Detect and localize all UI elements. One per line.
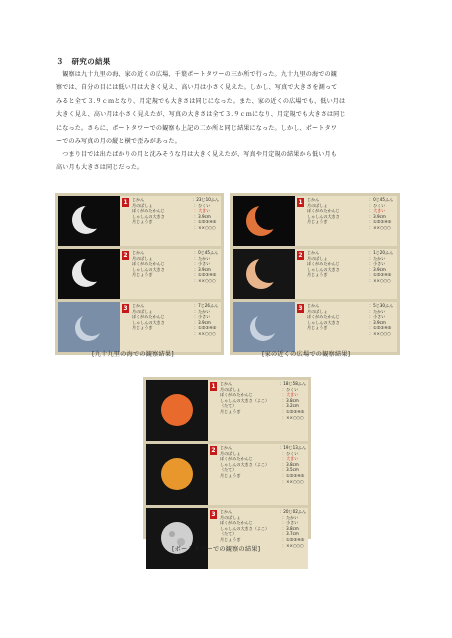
observation-info bbox=[124, 303, 219, 337]
observation-row bbox=[233, 196, 397, 246]
info-value: ：18じ58ふん bbox=[279, 381, 306, 386]
info-key: 月のばしょ bbox=[307, 308, 328, 314]
info-key bbox=[124, 331, 194, 337]
moon-photo bbox=[233, 249, 295, 299]
info-value: ：××○○○ bbox=[194, 224, 216, 230]
info-key: ぼくがみたかんじ bbox=[307, 314, 340, 320]
panel-kujukuri bbox=[55, 193, 224, 355]
info-value: ：たかい bbox=[282, 514, 299, 520]
info-key: じかん bbox=[220, 445, 233, 450]
moon-photo bbox=[58, 302, 120, 352]
observation-row bbox=[146, 444, 308, 505]
info-value: ：①②③④⑤ bbox=[194, 272, 217, 278]
info-key: ぼくがみたかんじ bbox=[132, 208, 165, 214]
info-value: ：23じ10ふん bbox=[192, 197, 219, 202]
paragraph-line: 観察は九十九里の海、家の近くの広場、千葉ポートタワーの三か所で行った。九十九里の海での観 bbox=[56, 71, 337, 78]
paragraph-line: つまり目では出たばかりの月と沈みそうな月は大きく見えたが、写真や月定規の結果から低い月も bbox=[56, 151, 337, 158]
info-value: ：たかい bbox=[369, 308, 386, 314]
observation-number-badge: 2 bbox=[298, 252, 303, 259]
paragraph-line: みると全て３.９ｃｍとなり、月定規でも大きさは同じになった。また、家の近くの広場でも、低い月は bbox=[56, 97, 346, 105]
info-key: ぼくがみたかんじ bbox=[132, 261, 165, 267]
observation-info bbox=[124, 250, 219, 284]
info-value: ：5じ30ふん bbox=[369, 303, 394, 308]
observation-info bbox=[212, 509, 306, 548]
info-key: 月じょうぎ bbox=[220, 536, 241, 542]
info-value: ：0じ45ふん bbox=[194, 250, 219, 255]
info-key: 月のばしょ bbox=[307, 202, 328, 208]
info-key bbox=[212, 415, 282, 421]
info-key bbox=[124, 225, 194, 231]
info-line bbox=[299, 331, 395, 337]
info-key: じかん bbox=[220, 509, 233, 514]
info-key: ぼくがみたかんじ bbox=[132, 314, 165, 320]
info-key: 月のばしょ bbox=[220, 514, 241, 520]
info-key: じかん bbox=[307, 197, 320, 202]
observation-row bbox=[58, 249, 221, 299]
info-value: ：××○○○ bbox=[369, 330, 391, 336]
info-value: ：大きい bbox=[369, 208, 386, 214]
info-value: ：①②③④⑤ bbox=[282, 408, 305, 414]
info-value: ：大きい bbox=[194, 208, 211, 214]
panel-porttower bbox=[143, 377, 311, 548]
info-key: 月のばしょ bbox=[132, 255, 153, 261]
info-key: 月のばしょ bbox=[307, 255, 328, 261]
section-heading: ３ 研究の結果 bbox=[56, 57, 111, 66]
caption-kujukuri: [九十九里の海での観察結果] bbox=[92, 351, 174, 358]
info-value: ：①②③④⑤ bbox=[282, 536, 305, 542]
moon-photo bbox=[58, 196, 120, 246]
info-key: しゃしんの大きさ bbox=[132, 213, 165, 219]
observation-row bbox=[233, 302, 397, 352]
info-value: ：20じ02ふん bbox=[279, 509, 306, 514]
info-value: ：3.9cm bbox=[369, 213, 386, 219]
info-value: ：大きい bbox=[282, 456, 299, 462]
info-key: （たて） bbox=[220, 467, 237, 473]
info-value: ：××○○○ bbox=[194, 330, 216, 336]
info-value: ：××○○○ bbox=[369, 224, 391, 230]
info-key: ぼくがみたかんじ bbox=[220, 456, 253, 462]
info-value: ：ひくい bbox=[282, 386, 299, 392]
info-value: ：たかい bbox=[194, 255, 211, 261]
info-key: 月じょうぎ bbox=[307, 325, 328, 331]
info-value: ：①②③④⑤ bbox=[369, 219, 392, 225]
info-value: ：19じ13ふん bbox=[279, 445, 306, 450]
info-key: 月じょうぎ bbox=[220, 472, 241, 478]
moon-photo bbox=[146, 444, 208, 505]
info-value: ：3.9cm bbox=[194, 319, 211, 325]
observation-number-badge: 2 bbox=[123, 252, 128, 259]
info-key: （たて） bbox=[220, 531, 237, 537]
observation-row bbox=[233, 249, 397, 299]
observation-number-badge: 1 bbox=[298, 199, 303, 206]
info-line bbox=[212, 479, 306, 485]
info-value: ：ひくい bbox=[194, 202, 211, 208]
info-key: じかん bbox=[307, 250, 320, 255]
moon-photo bbox=[233, 196, 295, 246]
info-key: （たて） bbox=[220, 403, 237, 409]
info-value: ：3.9cm bbox=[369, 319, 386, 325]
moon-photo bbox=[146, 380, 208, 441]
paragraph-line: 大きく見え、高い月は小さく見えたが、写真の大きさは全て３.９ｃｍになり、月定規でも大きさは同じ bbox=[56, 111, 346, 119]
moon-photo bbox=[146, 508, 208, 569]
info-key: しゃしんの大きさ（よこ） bbox=[220, 397, 270, 403]
info-value: ：3.7cm bbox=[282, 531, 299, 537]
paragraph-line: 察では、自分の目には低い月は大きく見え、高い月は小さく見えた。しかし、写真で大きさを測って bbox=[56, 84, 338, 92]
info-value: ：小さい bbox=[282, 520, 299, 526]
info-key: じかん bbox=[132, 303, 145, 308]
info-value: ：①②③④⑤ bbox=[194, 219, 217, 225]
info-key: しゃしんの大きさ bbox=[132, 319, 165, 325]
info-value: ：3.8cm bbox=[282, 461, 299, 467]
info-key: 月のばしょ bbox=[220, 386, 241, 392]
info-value: ：××○○○ bbox=[194, 277, 216, 283]
paragraph-line: 高い月も大きさは同じだった。 bbox=[56, 164, 144, 172]
info-value: ：3.8cm bbox=[282, 525, 299, 531]
info-key bbox=[124, 278, 194, 284]
info-value: ：3.9cm bbox=[194, 266, 211, 272]
observation-row bbox=[58, 302, 221, 352]
info-key bbox=[299, 225, 369, 231]
info-key: しゃしんの大きさ（よこ） bbox=[220, 525, 270, 531]
info-line bbox=[299, 278, 395, 284]
moon-photo bbox=[58, 249, 120, 299]
info-key: 月のばしょ bbox=[132, 202, 153, 208]
info-key: しゃしんの大きさ bbox=[307, 266, 340, 272]
observation-info bbox=[212, 445, 306, 484]
info-line bbox=[299, 225, 395, 231]
info-line bbox=[124, 331, 219, 337]
info-key: 月じょうぎ bbox=[132, 272, 153, 278]
observation-number-badge: 2 bbox=[211, 447, 216, 454]
caption-hiroba: [家の近くの広場での観察結果] bbox=[262, 351, 351, 358]
info-value: ：0じ45ふん bbox=[369, 197, 394, 202]
panel-hiroba bbox=[230, 193, 400, 355]
info-value: ：①②③④⑤ bbox=[282, 472, 305, 478]
info-key: ぼくがみたかんじ bbox=[307, 261, 340, 267]
info-value: ：××○○○ bbox=[282, 478, 304, 484]
info-value: ：3.9cm bbox=[194, 213, 211, 219]
info-key: 月じょうぎ bbox=[132, 219, 153, 225]
info-value: ：3.2cm bbox=[282, 403, 299, 409]
observation-info bbox=[299, 303, 395, 337]
observation-number-badge: 3 bbox=[211, 511, 216, 518]
observation-number-badge: 1 bbox=[211, 383, 216, 390]
info-key: 月じょうぎ bbox=[307, 219, 328, 225]
results-paragraph-1 bbox=[56, 68, 404, 148]
info-key bbox=[299, 331, 369, 337]
info-value: ：小さい bbox=[194, 314, 211, 320]
info-key: じかん bbox=[132, 250, 145, 255]
info-value: ：3.5cm bbox=[282, 467, 299, 473]
info-value: ：小さい bbox=[194, 261, 211, 267]
info-key: ぼくがみたかんじ bbox=[307, 208, 340, 214]
info-key: 月じょうぎ bbox=[307, 272, 328, 278]
observation-info bbox=[124, 197, 219, 231]
info-key: ぼくがみたかんじ bbox=[220, 520, 253, 526]
info-value: ：小さい bbox=[369, 314, 386, 320]
info-key bbox=[212, 479, 282, 485]
info-value: ：小さい bbox=[369, 261, 386, 267]
observation-info bbox=[299, 250, 395, 284]
results-paragraph-2 bbox=[56, 148, 404, 175]
observation-info bbox=[212, 381, 306, 420]
info-value: ：①②③④⑤ bbox=[369, 272, 392, 278]
info-value: ：大きい bbox=[282, 392, 299, 398]
info-key: 月じょうぎ bbox=[132, 325, 153, 331]
info-key: じかん bbox=[132, 197, 145, 202]
info-key: 月じょうぎ bbox=[220, 408, 241, 414]
info-line bbox=[124, 278, 219, 284]
observation-row bbox=[146, 508, 308, 569]
info-value: ：1じ20ふん bbox=[369, 250, 394, 255]
info-value: ：××○○○ bbox=[282, 414, 304, 420]
info-value: ：ひくい bbox=[369, 202, 386, 208]
paragraph-line: ーでのみ写真の月の縦と横で歪みがあった。 bbox=[56, 138, 181, 146]
info-value: ：××○○○ bbox=[369, 277, 391, 283]
observation-info bbox=[299, 197, 395, 231]
observation-row bbox=[146, 380, 308, 441]
info-line bbox=[124, 225, 219, 231]
info-key: しゃしんの大きさ bbox=[307, 213, 340, 219]
info-key: 月のばしょ bbox=[132, 308, 153, 314]
info-key: ぼくがみたかんじ bbox=[220, 392, 253, 398]
info-key: じかん bbox=[220, 381, 233, 386]
info-value: ：××○○○ bbox=[282, 542, 304, 548]
info-key: しゃしんの大きさ bbox=[307, 319, 340, 325]
observation-number-badge: 1 bbox=[123, 199, 128, 206]
observation-row bbox=[58, 196, 221, 246]
observation-number-badge: 3 bbox=[123, 305, 128, 312]
info-key: 月のばしょ bbox=[220, 450, 241, 456]
caption-porttower: [ポートタワーでの観察の結果] bbox=[172, 546, 261, 553]
info-key: しゃしんの大きさ bbox=[132, 266, 165, 272]
info-key: じかん bbox=[307, 303, 320, 308]
moon-photo bbox=[233, 302, 295, 352]
info-value: ：①②③④⑤ bbox=[194, 325, 217, 331]
info-key: しゃしんの大きさ（よこ） bbox=[220, 461, 270, 467]
info-key bbox=[299, 278, 369, 284]
observation-number-badge: 3 bbox=[298, 305, 303, 312]
info-value: ：たかい bbox=[369, 255, 386, 261]
info-line bbox=[212, 415, 306, 421]
info-value: ：7じ26ふん bbox=[194, 303, 219, 308]
paragraph-line: になった。さらに、ポートタワーでの観察も上記の二か所と同じ結果になった。しかし、ポートタワ bbox=[56, 124, 337, 132]
info-value: ：たかい bbox=[194, 308, 211, 314]
info-value: ：3.9cm bbox=[369, 266, 386, 272]
info-value: ：ひくい bbox=[282, 450, 299, 456]
info-value: ：①②③④⑤ bbox=[369, 325, 392, 331]
info-value: ：3.8cm bbox=[282, 397, 299, 403]
